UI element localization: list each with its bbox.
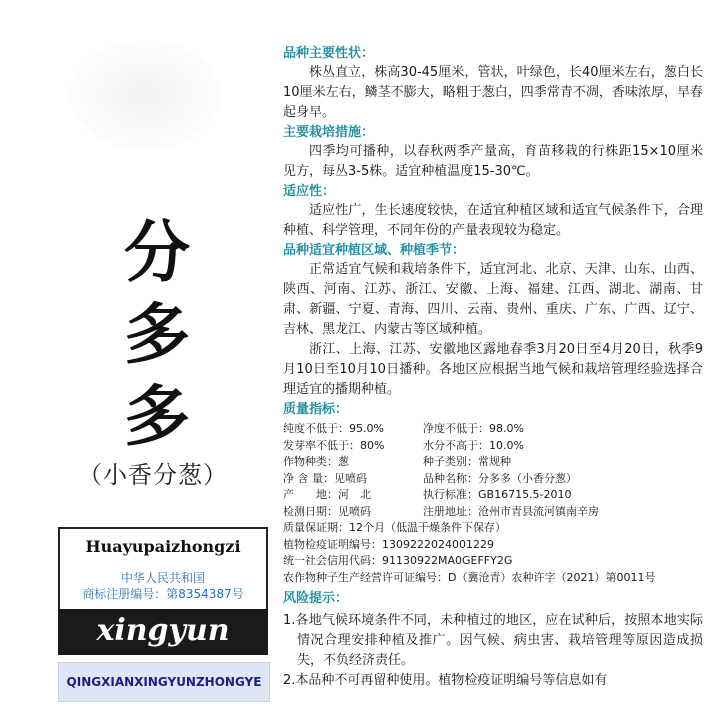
- trademark-country: 中华人民共和国: [120, 571, 205, 585]
- name-char-1: 分: [124, 214, 190, 291]
- region-text-2: 浙江、上海、江苏、安徽地区露地春季3月20日至4月20日，秋季9月10日至10月10日播种。各地区应根据当地气候和栽培管理经验选择合理适宜的播期种植。: [283, 342, 703, 397]
- region-heading: 品种适宜种植区域、种植季节：: [283, 243, 466, 258]
- trademark-number: 商标注册编号：第8354387号: [82, 587, 244, 601]
- spec-origin: 产 地：河 北: [283, 488, 371, 501]
- quality-heading: 质量指标：: [283, 402, 349, 417]
- brand-english-name: QINGXIANXINGYUNZHONGYE: [58, 662, 270, 702]
- risk-item-2: 2.本品种不可再留种使用。植物检疫证明编号等信息如有: [283, 673, 608, 688]
- left-panel: [0, 0, 275, 710]
- spec-row: [283, 487, 703, 504]
- adaptability-text: 适应性广，生长速度较快，在适宜种植区域和适宜气候条件下，合理种植、科学管理，不同年份的产量表现较为稳定。: [283, 203, 703, 238]
- spec-germination: 发芽率不低于：80%: [283, 438, 385, 452]
- region-text-1: 正常适宜气候和栽培条件下，适宜河北、北京、天津、山东、山西、陕西、河南、江苏、浙江、安徽、上海、福建、江西、湖北、湖南、甘肃、新疆、宁夏、青海、四川、云南、贵州、重庆、广东、广西、辽宁、吉林、黑龙江、内蒙古等区域种植。: [283, 262, 703, 337]
- spec-crop-type: 作物种类：葱: [283, 455, 349, 468]
- spec-test-date: 检测日期：见喷码: [283, 504, 371, 518]
- adaptability-heading: 适应性：: [283, 184, 336, 199]
- trademark-latin: Huayupaizhongzi: [85, 537, 241, 556]
- spec-quarantine: 植物检疫证明编号：1309222024001229: [283, 537, 494, 551]
- brand-logo: xingyun: [58, 609, 268, 655]
- traits-text: 株丛直立，株高30-45厘米，管状，叶绿色，长40厘米左右，葱白长10厘米左右，鳞茎不膨大，略粗于葱白，四季常青不凋，香味浓厚，早春起身早。: [283, 65, 703, 120]
- spec-moisture: 水分不高于：10.0%: [423, 438, 524, 452]
- spec-row: [283, 504, 703, 521]
- spec-credit-code: 统一社会信用代码：91130922MA0GEFFY2G: [283, 554, 513, 567]
- spec-shelf-life: 质量保证期：12个月（低温干燥条件下保存）: [283, 521, 506, 534]
- risk-heading: 风险提示：: [283, 591, 349, 606]
- spec-purity: 纯度不低于：95.0%: [283, 422, 384, 435]
- spec-row: [283, 421, 703, 438]
- spec-license: 农作物种子生产经营许可证编号：D（冀沧青）农种许字（2021）第0011号: [283, 570, 656, 584]
- product-info: [283, 44, 703, 691]
- spec-address: 注册地址：沧州市青县流河镇南辛房: [423, 504, 599, 518]
- cultivation-text: 四季均可播种，以春秋两季产量高，育苗移栽的行株距15×10厘米见方，每丛3-5株。适宜种植温度15-30℃。: [283, 144, 703, 179]
- variety-name-vertical: [112, 212, 202, 458]
- quality-specs: [283, 421, 703, 586]
- spec-row: [283, 471, 703, 488]
- spec-row: [283, 438, 703, 455]
- spec-net-content: 净 含 量：见喷码: [283, 471, 367, 485]
- spec-standard: 执行标准：GB16715.5-2010: [423, 488, 572, 501]
- background-glow: [70, 40, 220, 150]
- name-char-2: 多: [124, 296, 190, 373]
- name-char-3: 多: [124, 378, 190, 455]
- spec-seed-category: 种子类别：常规种: [423, 455, 511, 468]
- spec-row: [283, 454, 703, 471]
- cultivation-heading: 主要栽培措施：: [283, 125, 375, 140]
- trademark-box: [58, 527, 268, 611]
- spec-variety-name: 品种名称：分多多（小香分葱）: [423, 471, 577, 485]
- traits-heading: 品种主要性状：: [283, 46, 375, 61]
- variety-subname: （小香分葱）: [78, 461, 228, 489]
- risk-item-1: 1.各地气候环境条件不同，未种植过的地区，应在试种后，按照本地实际情况合理安排种植及推广。因气候、病虫害、栽培管理等原因造成损失，不负经济责任。: [283, 613, 703, 668]
- spec-cleanliness: 净度不低于：98.0%: [423, 422, 524, 435]
